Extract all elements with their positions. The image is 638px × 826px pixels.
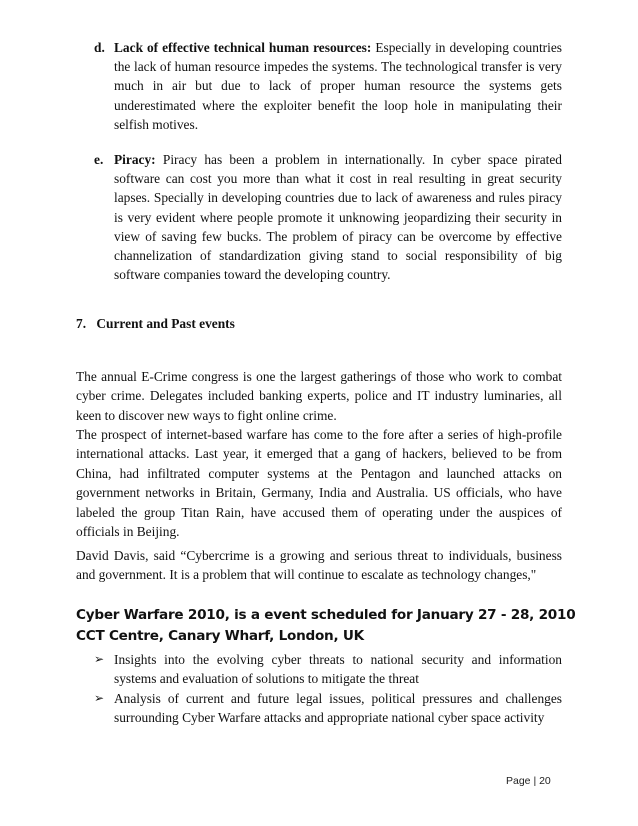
list-item-d-body [114, 38, 562, 134]
list-item-d [94, 38, 562, 134]
event-bullet-list [94, 650, 562, 727]
page-number: Page | 20 [506, 775, 551, 787]
list-item-e-text: Piracy has been a problem in internationally. In cyber space pirated software can cost you more than what it cost in real resulting in great security lapses. Specially in developing countries due to lack of awareness and rules piracy is very evident where people promote it unknowing jeopardizing their security in view of saving few bucks. The problem of piracy can be overcome by effective channelization of standardization giving stand to social responsibility of big software companies toward the developing country. [114, 152, 562, 283]
section-title: Current and Past events [96, 316, 235, 331]
arrow-bullet-icon: ➢ [94, 652, 105, 666]
bullet-text: Insights into the evolving cyber threats to national security and information systems and evaluation of solutions to mitigate the threat [114, 652, 562, 687]
list-marker-e: e. [94, 152, 104, 167]
bullet-item [94, 689, 562, 728]
paragraph-david-davis-quote: David Davis, said “Cybercrime is a growing and serious threat to individuals, business and government. It is a problem that will continue to escalate as technology changes," [76, 548, 562, 583]
list-item-d-term: Lack of effective technical human resources: [114, 40, 372, 55]
list-item-e-body [114, 150, 562, 284]
list-item-e-term: Piracy: [114, 152, 156, 167]
paragraph-e-crime-congress: The annual E-Crime congress is one the largest gatherings of those who work to combat cyber crime. Delegates included banking experts, police and IT industry luminaries, all keen to discover new ways to fight online crime. [76, 369, 562, 423]
list-item-d-text: Especially in developing countries the lack of human resource impedes the systems. The technological transfer is very much in air but due to lack of proper human resource the systems gets underestimated where the exploiter benefit the loop hole in manipulating their selfish motives. [114, 40, 563, 132]
arrow-bullet-icon: ➢ [94, 690, 105, 705]
list-item-e [94, 150, 562, 284]
section-heading [76, 314, 235, 333]
event-heading: Cyber Warfare 2010, is a event scheduled for January 27 - 28, 2010 CCT Centre, Canary Wharf, London, UK [76, 607, 576, 644]
bullet-item [94, 650, 562, 689]
section-number: 7. [76, 316, 87, 331]
paragraph-internet-warfare: The prospect of internet-based warfare has come to the fore after a series of high-profile international attacks. Last year, it emerged that a gang of hackers, believed to be from China, had infiltrated computer systems at the Pentagon and launched attacks on government networks in Britain, Germany, India and Australia. US officials, who have labeled the group Titan Rain, have accused them of operating under the auspices of officials in Beijing. [76, 427, 562, 540]
bullet-text: Analysis of current and future legal issues, political pressures and challenges surrounding Cyber Warfare attacks and appropriate national cyber space activity [114, 690, 562, 725]
list-marker-d: d. [94, 40, 105, 55]
